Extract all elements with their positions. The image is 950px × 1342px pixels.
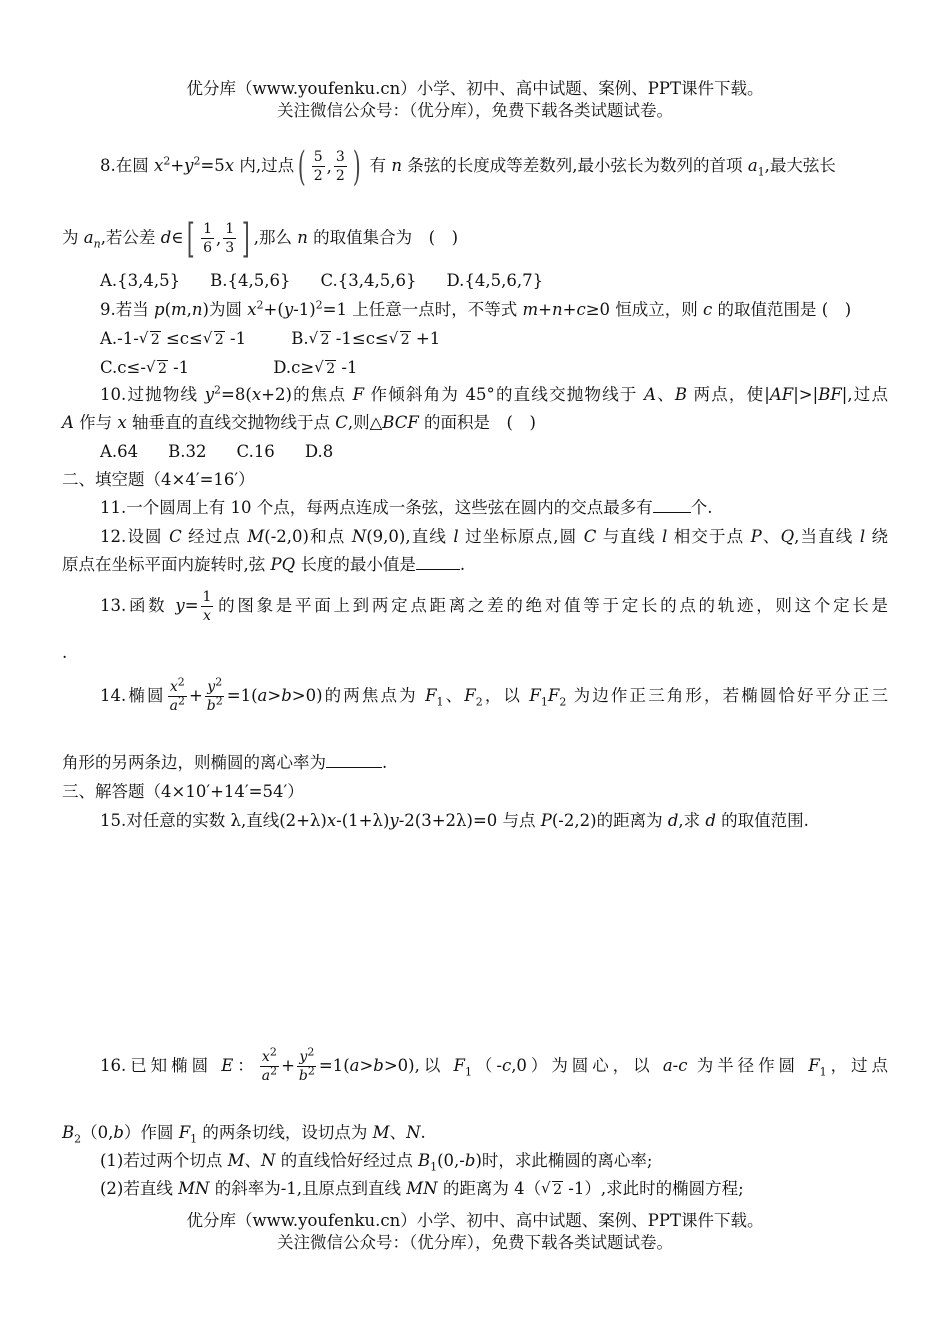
interval-fraction: [ $\frac{1}{6}$ , $\frac{1}{3}$ ] bbox=[187, 215, 250, 262]
question-8-line-1: 8.在圆 $x^2+y^2=5x$ 内,过点 ( $\frac{5}{2}$ , $\frac{3}{2}$ ) 有 n 条弦的长度成等差数列,最小弦长为数列的首项 $a_1$,最大弦长 bbox=[100, 143, 836, 190]
question-13-line-1: 13.函数 y= $\frac{1}{x}$ 的图象是平面上到两定点距离之差的绝对值等于定长的点的轨迹，则这个定长是 bbox=[100, 589, 888, 624]
question-10-line-2: A 作与 x 轴垂直的直线交抛物线于点 C,则△BCF 的面积是 ( ) bbox=[62, 413, 536, 432]
footer-line-1: 优分库（www.youfenku.cn）小学、初中、高中试题、案例、PPT课件下载。 bbox=[186, 1211, 764, 1230]
fraction-y2-b2: $\frac{y^2}{b^2}$ bbox=[298, 1045, 315, 1084]
option-c: C.{3,4,5,6} bbox=[320, 271, 417, 290]
question-9-stem: 9.若当 p(m,n)为圆 $x^2+(y-1)^2=1$ 上任意一点时，不等式 m+n+c≥0 恒成立，则 c 的取值范围是 ( ) bbox=[100, 298, 852, 319]
option-b: B.32 bbox=[168, 442, 207, 461]
answer-blank bbox=[653, 496, 691, 513]
fraction-x2-a2: $\frac{x^2}{a^2}$ bbox=[169, 675, 185, 714]
header-line-2: 关注微信公众号：（优分库），免费下载各类试题试卷。 bbox=[277, 101, 673, 120]
header-line-1: 优分库（www.youfenku.cn）小学、初中、高中试题、案例、PPT课件下载。 bbox=[186, 79, 764, 98]
question-10-line-1: 10.过抛物线 $y^2=8(x+2)$的焦点 F 作倾斜角为 45°的直线交抛物线于 A、B 两点，使|AF|>|BF|,过点 bbox=[100, 383, 888, 404]
option-b: B.{4,5,6} bbox=[210, 271, 291, 290]
question-12-line-1: 12.设圆 C 经过点 M(-2,0)和点 N(9,0),直线 l 过坐标原点,圆 C 与直线 l 相交于点 P、Q,当直线 l 绕 bbox=[100, 527, 888, 546]
point-fraction: ( $\frac{5}{2}$ , $\frac{3}{2}$ ) bbox=[298, 143, 361, 190]
option-d: D.8 bbox=[304, 442, 334, 461]
question-16-part-2: (2)若直线 MN 的斜率为-1,且原点到直线 MN 的距离为 4（√ 2 -1）,求此时的椭圆方程; bbox=[100, 1176, 888, 1202]
answer-blank bbox=[416, 553, 460, 570]
answer-blank bbox=[326, 751, 382, 768]
option-c: C.c≤-√ 2 -1 bbox=[100, 355, 268, 381]
question-9-options-ab bbox=[100, 326, 888, 352]
question-15: 15.对任意的实数 λ,直线(2+λ)x-(1+λ)y-2(3+2λ)=0 与点 P(-2,2)的距离为 d,求 d 的取值范围. bbox=[100, 811, 809, 830]
question-10-options bbox=[100, 439, 888, 465]
option-d: D.{4,5,6,7} bbox=[446, 271, 544, 290]
footer-line-2: 关注微信公众号：（优分库），免费下载各类试题试卷。 bbox=[277, 1233, 673, 1252]
option-b: B.√ 2 -1≤c≤√ 2 +1 bbox=[291, 329, 440, 348]
question-14-line-2: 角形的另两条边，则椭圆的离心率为 . bbox=[62, 753, 388, 772]
fraction-y2-b2: $\frac{y^2}{b^2}$ bbox=[206, 675, 223, 714]
question-8-options bbox=[100, 268, 888, 294]
question-14-line-1: 14.椭圆 $\frac{x^2}{a^2}$ + $\frac{y^2}{b^2}$ =1(a>b>0)的两焦点为 $F_1$、$F_2$，以 $F_1F_2$ 为边作正三角形，若椭圆恰好平分正三 bbox=[100, 675, 888, 714]
question-16-line-2: $B_2(0,b)$作圆 $F_1$ 的两条切线，设切点为 M、N. bbox=[62, 1123, 426, 1146]
option-d: D.c≥√ 2 -1 bbox=[273, 358, 357, 377]
option-a: A.{3,4,5} bbox=[100, 271, 181, 290]
question-16-line-1: 16.已知椭圆 E： $\frac{x^2}{a^2}$ + $\frac{y^2}{b^2}$ =1(a>b>0),以 $F_1(-c,0)$为圆心，以 a-c 为半径作圆 $F_1$，过点 bbox=[100, 1045, 889, 1084]
option-a: A.64 bbox=[100, 442, 139, 461]
question-12-line-2: 原点在坐标平面内旋转时,弦 PQ 长度的最小值是 . bbox=[62, 555, 466, 574]
option-c: C.16 bbox=[236, 442, 275, 461]
fraction-1-over-x: $\frac{1}{x}$ bbox=[202, 589, 212, 624]
section-2-heading: 二、填空题（4×4′=16′） bbox=[62, 470, 255, 489]
fraction-x2-a2: $\frac{x^2}{a^2}$ bbox=[261, 1045, 278, 1084]
option-a: A.-1-√ 2 ≤c≤√ 2 -1 bbox=[100, 326, 286, 352]
question-16-part-1: (1)若过两个切点 M、N 的直线恰好经过点 $B_1(0,-b)$时，求此椭圆的离心率; bbox=[100, 1151, 653, 1174]
question-13-line-2: . bbox=[62, 643, 68, 662]
question-9-options-cd bbox=[100, 355, 888, 381]
section-3-heading: 三、解答题（4×10′+14′=54′） bbox=[62, 782, 304, 801]
question-8-line-2: 为 $a_n$,若公差 d∈ [ $\frac{1}{6}$ , $\frac{1}{3}$ ] ,那么 n 的取值集合为 ( ) bbox=[62, 215, 459, 262]
question-11: 11.一个圆周上有 10 个点，每两点连成一条弦，这些弦在圆内的交点最多有 个. bbox=[100, 498, 713, 517]
